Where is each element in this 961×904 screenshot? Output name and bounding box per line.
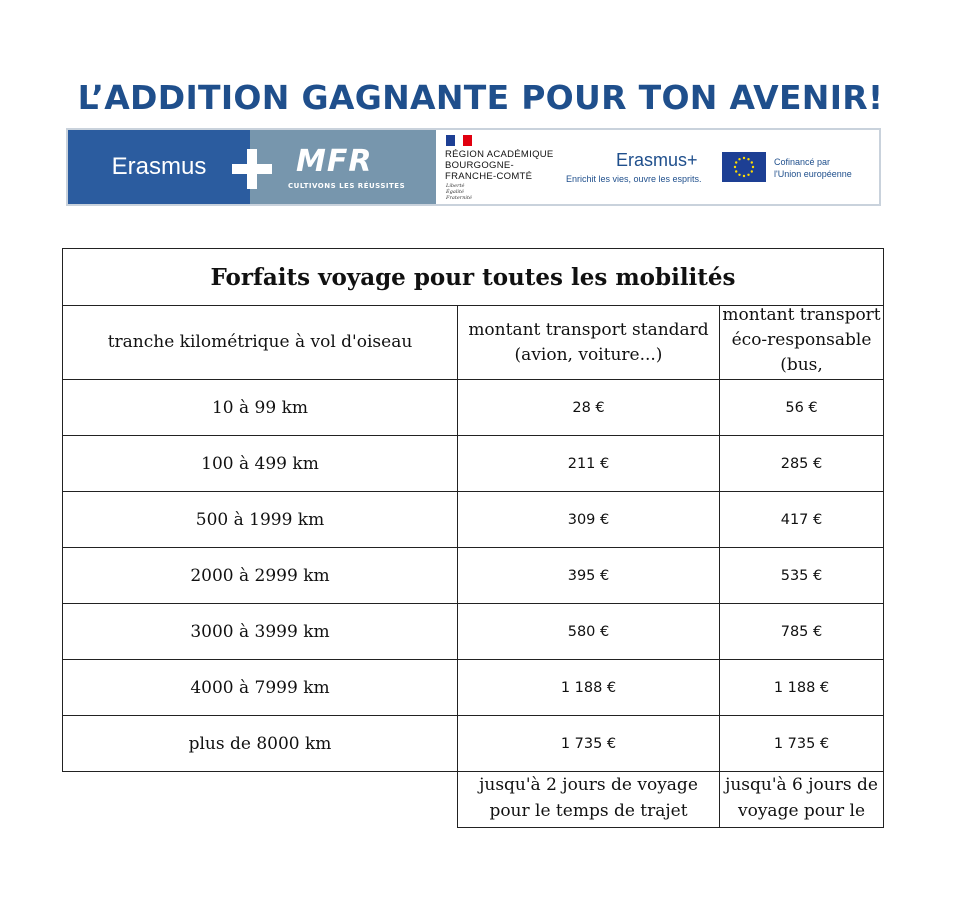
header-eco: montant transport éco-responsable (bus,	[720, 306, 884, 380]
distance-cell: plus de 8000 km	[63, 716, 458, 772]
header-standard: montant transport standard (avion, voiture...)	[458, 306, 720, 380]
mfr-logo: MFR	[296, 144, 373, 179]
table-row	[63, 660, 884, 716]
devise-line: Égalité	[446, 189, 464, 195]
distance-cell: 2000 à 2999 km	[63, 548, 458, 604]
distance-cell: 3000 à 3999 km	[63, 604, 458, 660]
header-distance: tranche kilométrique à vol d'oiseau	[63, 306, 458, 380]
region-line: BOURGOGNE-	[445, 160, 514, 171]
devise-line: Fraternité	[446, 195, 472, 201]
eco-amount: 785 €	[720, 604, 884, 660]
table-row	[63, 436, 884, 492]
footer-blank	[63, 772, 458, 828]
erasmus-label: Erasmus	[111, 153, 207, 180]
erasmus-logo	[68, 130, 250, 204]
table-row	[63, 380, 884, 436]
mfr-block	[250, 130, 436, 204]
eco-amount: 1 188 €	[720, 660, 884, 716]
distance-cell: 100 à 499 km	[63, 436, 458, 492]
distance-cell: 4000 à 7999 km	[63, 660, 458, 716]
standard-amount: 395 €	[458, 548, 720, 604]
eco-amount: 285 €	[720, 436, 884, 492]
standard-amount: 211 €	[458, 436, 720, 492]
eco-amount: 56 €	[720, 380, 884, 436]
headline: L’ADDITION GAGNANTE POUR TON AVENIR!	[77, 78, 884, 117]
region-line: FRANCHE-COMTÉ	[445, 171, 533, 182]
devise-line: Liberté	[446, 183, 465, 189]
table-row	[63, 604, 884, 660]
standard-amount: 580 €	[458, 604, 720, 660]
erasmus-plus-logo: Erasmus+	[616, 150, 698, 170]
eco-amount: 1 735 €	[720, 716, 884, 772]
region-block	[436, 130, 879, 204]
table-row	[63, 492, 884, 548]
standard-amount: 1 735 €	[458, 716, 720, 772]
region-line: RÉGION ACADÉMIQUE	[445, 149, 554, 160]
cofinance-label	[774, 156, 852, 180]
standard-amount: 28 €	[458, 380, 720, 436]
eu-flag-icon	[722, 152, 766, 182]
erasmus-plus-slogan: Enrichit les vies, ouvre les esprits.	[566, 174, 702, 184]
plus-icon	[232, 149, 272, 189]
table-title: Forfaits voyage pour toutes les mobilités	[63, 249, 884, 306]
french-flag-icon	[446, 135, 472, 146]
table-row	[63, 716, 884, 772]
standard-amount: 309 €	[458, 492, 720, 548]
table-row	[63, 548, 884, 604]
cofinance-line: Cofinancé par	[774, 157, 831, 167]
partner-banner	[66, 128, 881, 206]
travel-allowance-table	[62, 248, 884, 828]
footer-standard-note: jusqu'à 2 jours de voyage pour le temps de trajet	[458, 772, 720, 828]
eco-amount: 417 €	[720, 492, 884, 548]
standard-amount: 1 188 €	[458, 660, 720, 716]
distance-cell: 10 à 99 km	[63, 380, 458, 436]
eco-amount: 535 €	[720, 548, 884, 604]
mfr-tagline: CULTIVONS LES RÉUSSITES	[288, 182, 406, 190]
cofinance-line: l'Union européenne	[774, 169, 852, 179]
distance-cell: 500 à 1999 km	[63, 492, 458, 548]
footer-eco-note: jusqu'à 6 jours de voyage pour le	[720, 772, 884, 828]
